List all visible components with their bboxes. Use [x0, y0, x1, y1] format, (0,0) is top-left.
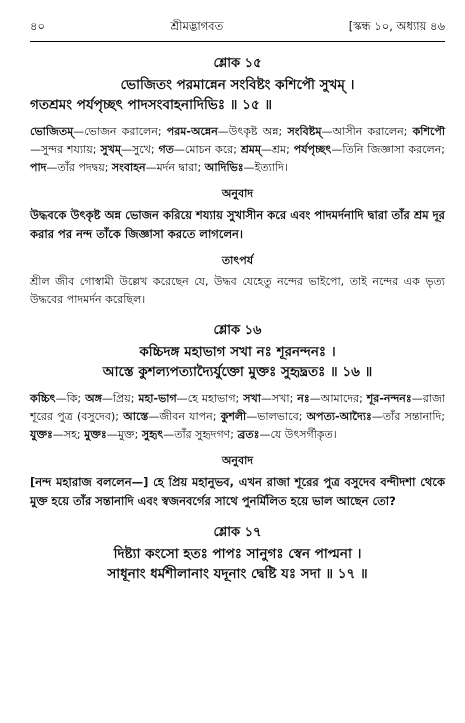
- synonym-meaning: —শ্রম;: [261, 143, 294, 156]
- verse-17-heading: শ্লোক ১৭: [213, 525, 262, 540]
- synonym-meaning: —মর্দন দ্বারা;: [145, 161, 205, 174]
- synonym-term: সখা: [243, 392, 261, 405]
- verse-15-line-1: ভোজিতং পরমান্নেন সংবিষ্টং কশিপৌ সুখম্ ।: [120, 77, 355, 93]
- synonym-meaning: —আসীন করালেন;: [321, 125, 413, 138]
- verse-15-purport-label: তাৎপর্য: [221, 254, 254, 267]
- synonym-meaning: —কি;: [55, 392, 86, 405]
- synonym-term: ব্রতঃ: [237, 428, 260, 441]
- page-header: [30, 18, 445, 42]
- synonym-meaning: —ভোজন করালেন;: [73, 125, 167, 138]
- book-title: শ্রীমদ্ভাগবত: [170, 19, 224, 33]
- verse-16-line-2: আস্তে কুশল্যপত্যাদ্যৈর্যুক্তো মুক্তঃ সুহৃদ্ব্রতঃ ॥ ১৬ ॥: [102, 364, 373, 380]
- synonym-term: গত: [158, 143, 174, 156]
- synonym-meaning: —মুক্ত;: [106, 428, 142, 441]
- synonym-meaning: —সখা;: [260, 392, 298, 405]
- synonym-term: শ্রমম্: [240, 143, 262, 156]
- verse-15-text: [30, 75, 445, 115]
- verse-16-synonyms: [30, 390, 445, 444]
- verse-17-text: [30, 544, 445, 584]
- synonym-meaning: —তাঁর সন্তানাদি;: [371, 410, 445, 423]
- verse-16-translation: [নন্দ মহারাজ বললেন—] হে প্রিয় মহানুভব, এখন রাজা শূরের পুত্র বসুদেব বন্দীদশা থেকে মুক্ত হয়ে তাঁর সন্তানাদি এবং স্বজনবর্গের সাথে পুনর্মিলিত হয়ে ভাল আছেন তো?: [30, 475, 445, 508]
- synonym-term: মহা-ভাগ: [138, 392, 177, 405]
- verse-15-heading: শ্লোক ১৫: [213, 56, 262, 71]
- synonym-term: পর্যপৃচ্ছৎ: [293, 143, 332, 156]
- synonym-term: আদিভিঃ: [204, 161, 244, 174]
- synonym-term: কুশলী: [220, 410, 247, 423]
- synonym-meaning: —ইত্যাদি।: [243, 161, 288, 174]
- synonym-meaning: —সুন্দর শয্যায়;: [30, 143, 101, 156]
- synonym-term: যুক্তঃ: [30, 428, 53, 441]
- synonym-meaning: —তিনি জিজ্ঞাসা করলেন;: [331, 143, 445, 156]
- synonym-term: পাদ: [30, 161, 47, 174]
- synonym-meaning: —জীবন যাপন;: [148, 410, 221, 423]
- synonym-meaning: —আমাদের;: [309, 392, 367, 405]
- synonym-term: নঃ: [297, 392, 310, 405]
- synonym-term: সংবাহন: [111, 161, 146, 174]
- synonym-meaning: —মোচন করে;: [173, 143, 241, 156]
- synonym-term: কশিপৌ: [412, 125, 445, 138]
- synonym-meaning: —সুখে;: [120, 143, 159, 156]
- verse-15-line-2: গতশ্রমং পর্যপৃচ্ছৎ পাদসংবাহনাদিভিঃ ॥ ১৫ ॥: [30, 97, 272, 113]
- page-number: ৪০: [30, 19, 45, 33]
- verse-15-translation-label: অনুবাদ: [221, 187, 254, 200]
- synonym-term: সংবিষ্টম্: [287, 125, 322, 138]
- synonym-term: অঙ্গ: [85, 392, 102, 405]
- chapter-ref: [স্কন্ধ ১০, অধ্যায় ৪৬: [348, 19, 445, 33]
- synonym-meaning: —হে মহাভাগ;: [176, 392, 244, 405]
- synonym-meaning: —সহ;: [52, 428, 85, 441]
- synonym-meaning: —প্রিয়;: [101, 392, 139, 405]
- synonym-meaning: —তাঁর পদদ্বয়;: [46, 161, 112, 174]
- synonym-meaning: —উৎকৃষ্ট অন্ন;: [217, 125, 288, 138]
- synonym-term: সুখম্: [100, 143, 121, 156]
- verse-15-synonyms: [30, 123, 445, 177]
- synonym-term: শূর-নন্দনঃ: [366, 392, 412, 405]
- verse-17-line-1: দিষ্ট্যা কংসো হতঃ পাপঃ সানুগঃ স্বেন পাপ্মনা ।: [113, 546, 362, 562]
- verse-15-purport: শ্রীল জীব গোস্বামী উল্লেখ করেছেন যে, উদ্ধব যেহেতু নন্দের ভাইপো, তাই নন্দের এক ভৃত্য উদ্ধবের পাদমর্দন করেছিল।: [30, 275, 445, 306]
- synonym-term: মুক্তঃ: [84, 428, 107, 441]
- synonym-term: অপত্য-আদ্যৈঃ: [306, 410, 372, 423]
- page: [30, 18, 445, 723]
- synonym-meaning: —রাজা শূরের পুত্র (বসুদেব);: [30, 392, 445, 423]
- verse-16-translation-label: অনুবাদ: [221, 454, 254, 467]
- verse-17-line-2: সাধূনাং ধর্মশীলানাং যদূনাং দ্বেষ্টি যঃ সদা ॥ ১৭ ॥: [107, 566, 368, 582]
- synonym-term: কচ্চিৎ: [30, 392, 56, 405]
- verse-15-translation: উদ্ধবকে উৎকৃষ্ট অন্ন ভোজন করিয়ে শয্যায় সুখাসীন করে এবং পাদমর্দনাদি দ্বারা তাঁর শ্রম দূর করার পর নন্দ তাঁকে জিজ্ঞাসা করতে লাগলেন।: [30, 208, 445, 241]
- synonym-term: আস্তে: [123, 410, 149, 423]
- synonym-term: ভোজিতম্: [30, 125, 74, 138]
- synonym-meaning: —ভালভাবে;: [246, 410, 307, 423]
- synonym-term: সুহৃৎ: [141, 428, 164, 441]
- synonym-meaning: —যে উৎসর্গীকৃত।: [259, 428, 337, 441]
- verse-16-heading: শ্লোক ১৬: [213, 323, 262, 338]
- verse-16-text: [30, 342, 445, 382]
- synonym-term: পরম-অন্নেন: [166, 125, 218, 138]
- verse-16-line-1: কচ্চিদঙ্গ মহাভাগ সখা নঃ শূরনন্দনঃ ।: [139, 344, 336, 360]
- synonym-meaning: —তাঁর সুহৃদগণ;: [163, 428, 238, 441]
